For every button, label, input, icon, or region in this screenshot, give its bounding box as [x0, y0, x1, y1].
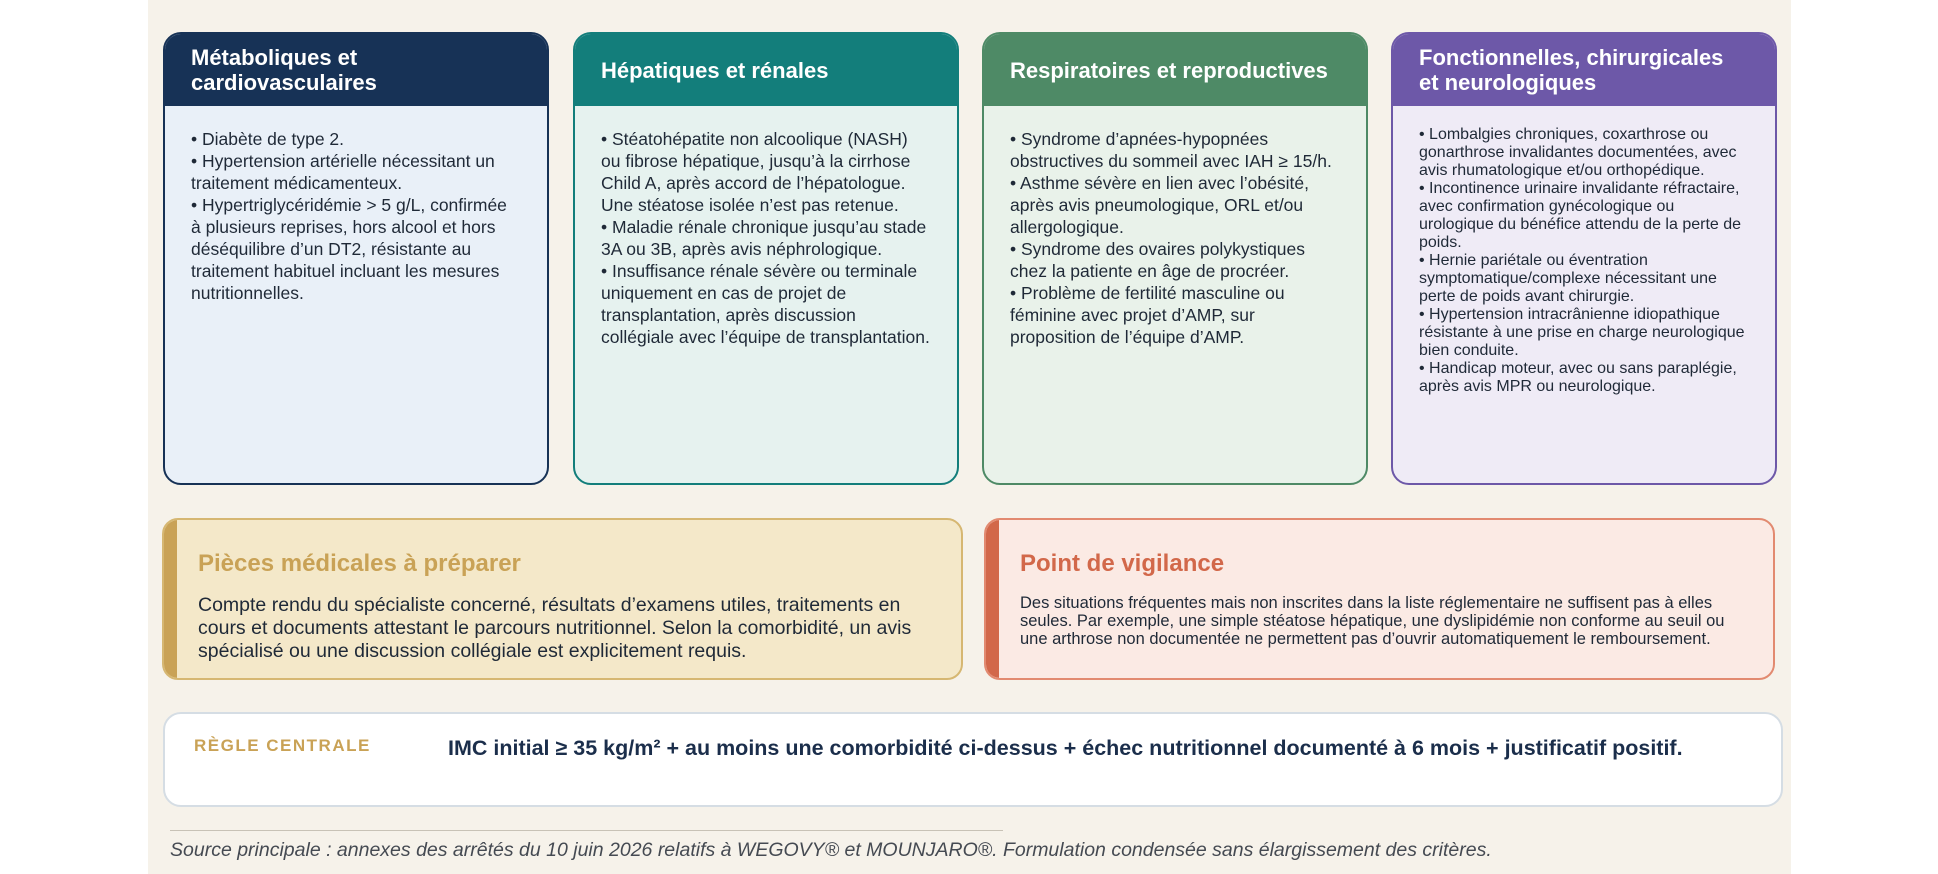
- rule-label: RÈGLE CENTRALE: [194, 736, 371, 755]
- card-body: [165, 106, 547, 304]
- list-item: • Insuffisance rénale sévère ou terminale uniquement en cas de projet de transplantation, après discussion collégiale avec l’équipe de transplantation.: [601, 261, 930, 347]
- accent-bar: [986, 520, 999, 678]
- vigilance-panel: [984, 518, 1775, 680]
- list-item: • Hernie pariétale ou éventration symptomatique/complexe nécessitant une perte de poids avant chirurgie.: [1419, 252, 1717, 305]
- panel-title: Pièces médicales à préparer: [198, 550, 521, 577]
- pieces-panel: [162, 518, 963, 680]
- list-item: • Hypertension artérielle nécessitant un traitement médicamenteux.: [191, 151, 495, 193]
- card-body: [575, 106, 957, 348]
- card-header: [165, 34, 547, 106]
- list-item: • Diabète de type 2.: [191, 129, 345, 149]
- card-title: Fonctionnelles, chirurgicales et neurologiques: [1419, 45, 1724, 95]
- list-item: • Lombalgies chroniques, coxarthrose ou gonarthrose invalidantes documentées, avec avis rhumatologique et/ou orthopédique.: [1419, 126, 1737, 179]
- card-header: [1393, 34, 1775, 106]
- list-item: • Maladie rénale chronique jusqu’au stade 3A ou 3B, après avis néphrologique.: [601, 217, 927, 259]
- list-item: • Asthme sévère en lien avec l’obésité, après avis pneumologique, ORL et/ou allergologique.: [1010, 173, 1309, 237]
- accent-bar: [164, 520, 177, 678]
- card-respiratoires: [982, 32, 1368, 485]
- panel-text: Des situations fréquentes mais non inscrites dans la liste réglementaire ne suffisent pas à elles seules. Par exemple, une simple stéatose hépatique, une dyslipidémie non conforme au seuil ou une arthrose non documentée ne permettent pas d’ouvrir automatiquement le remboursement.: [1020, 594, 1725, 648]
- card-header: [575, 34, 957, 106]
- central-rule-banner: [163, 712, 1783, 807]
- card-title: Hépatiques et rénales: [601, 57, 829, 83]
- list-item: • Hypertension intracrânienne idiopathique résistante à une prise en charge neurologique bien conduite.: [1419, 306, 1745, 359]
- panel-text: Compte rendu du spécialiste concerné, résultats d’examens utiles, traitements en cours et documents attestant le parcours nutritionnel. Selon la comorbidité, un avis spécialisé ou une discussion collégiale est explicitement requis.: [198, 594, 912, 662]
- list-item: • Syndrome des ovaires polykystiques chez la patiente en âge de procréer.: [1010, 239, 1306, 281]
- card-hepatiques: [573, 32, 959, 485]
- card-fonctionnelles: [1391, 32, 1777, 485]
- list-item: • Syndrome d’apnées-hypopnées obstructives du sommeil avec IAH ≥ 15/h.: [1010, 129, 1332, 171]
- panel-title: Point de vigilance: [1020, 550, 1225, 577]
- card-title: Métaboliques et cardiovasculaires: [191, 45, 377, 95]
- card-header: [984, 34, 1366, 106]
- list-item: • Handicap moteur, avec ou sans paraplégie, après avis MPR ou neurologique.: [1419, 360, 1737, 395]
- list-item: • Problème de fertilité masculine ou féminine avec projet d’AMP, sur proposition de l’équipe d’AMP.: [1010, 283, 1285, 347]
- divider: [170, 830, 1003, 831]
- list-item: • Stéatohépatite non alcoolique (NASH) ou fibrose hépatique, jusqu’à la cirrhose Child A, après accord de l’hépatologue. Une stéatose isolée n’est pas retenue.: [601, 129, 911, 215]
- card-title: Respiratoires et reproductives: [1010, 57, 1328, 83]
- card-body: [984, 106, 1366, 348]
- rule-text: IMC initial ≥ 35 kg/m² + au moins une comorbidité ci-dessus + échec nutritionnel documenté à 6 mois + justificatif positif.: [448, 736, 1683, 760]
- card-metaboliques: [163, 32, 549, 485]
- list-item: • Hypertriglycéridémie > 5 g/L, confirmée à plusieurs reprises, hors alcool et hors déséquilibre d’un DT2, résistante au traitement habituel incluant les mesures nutritionnelles.: [191, 195, 507, 303]
- source-note: Source principale : annexes des arrêtés du 10 juin 2026 relatifs à WEGOVY® et MOUNJARO®. Formulation condensée sans élargissement des critères.: [170, 839, 1492, 861]
- card-body: [1393, 106, 1775, 396]
- list-item: • Incontinence urinaire invalidante réfractaire, avec confirmation gynécologique ou urologique du bénéfice attendu de la perte de poids.: [1419, 180, 1742, 251]
